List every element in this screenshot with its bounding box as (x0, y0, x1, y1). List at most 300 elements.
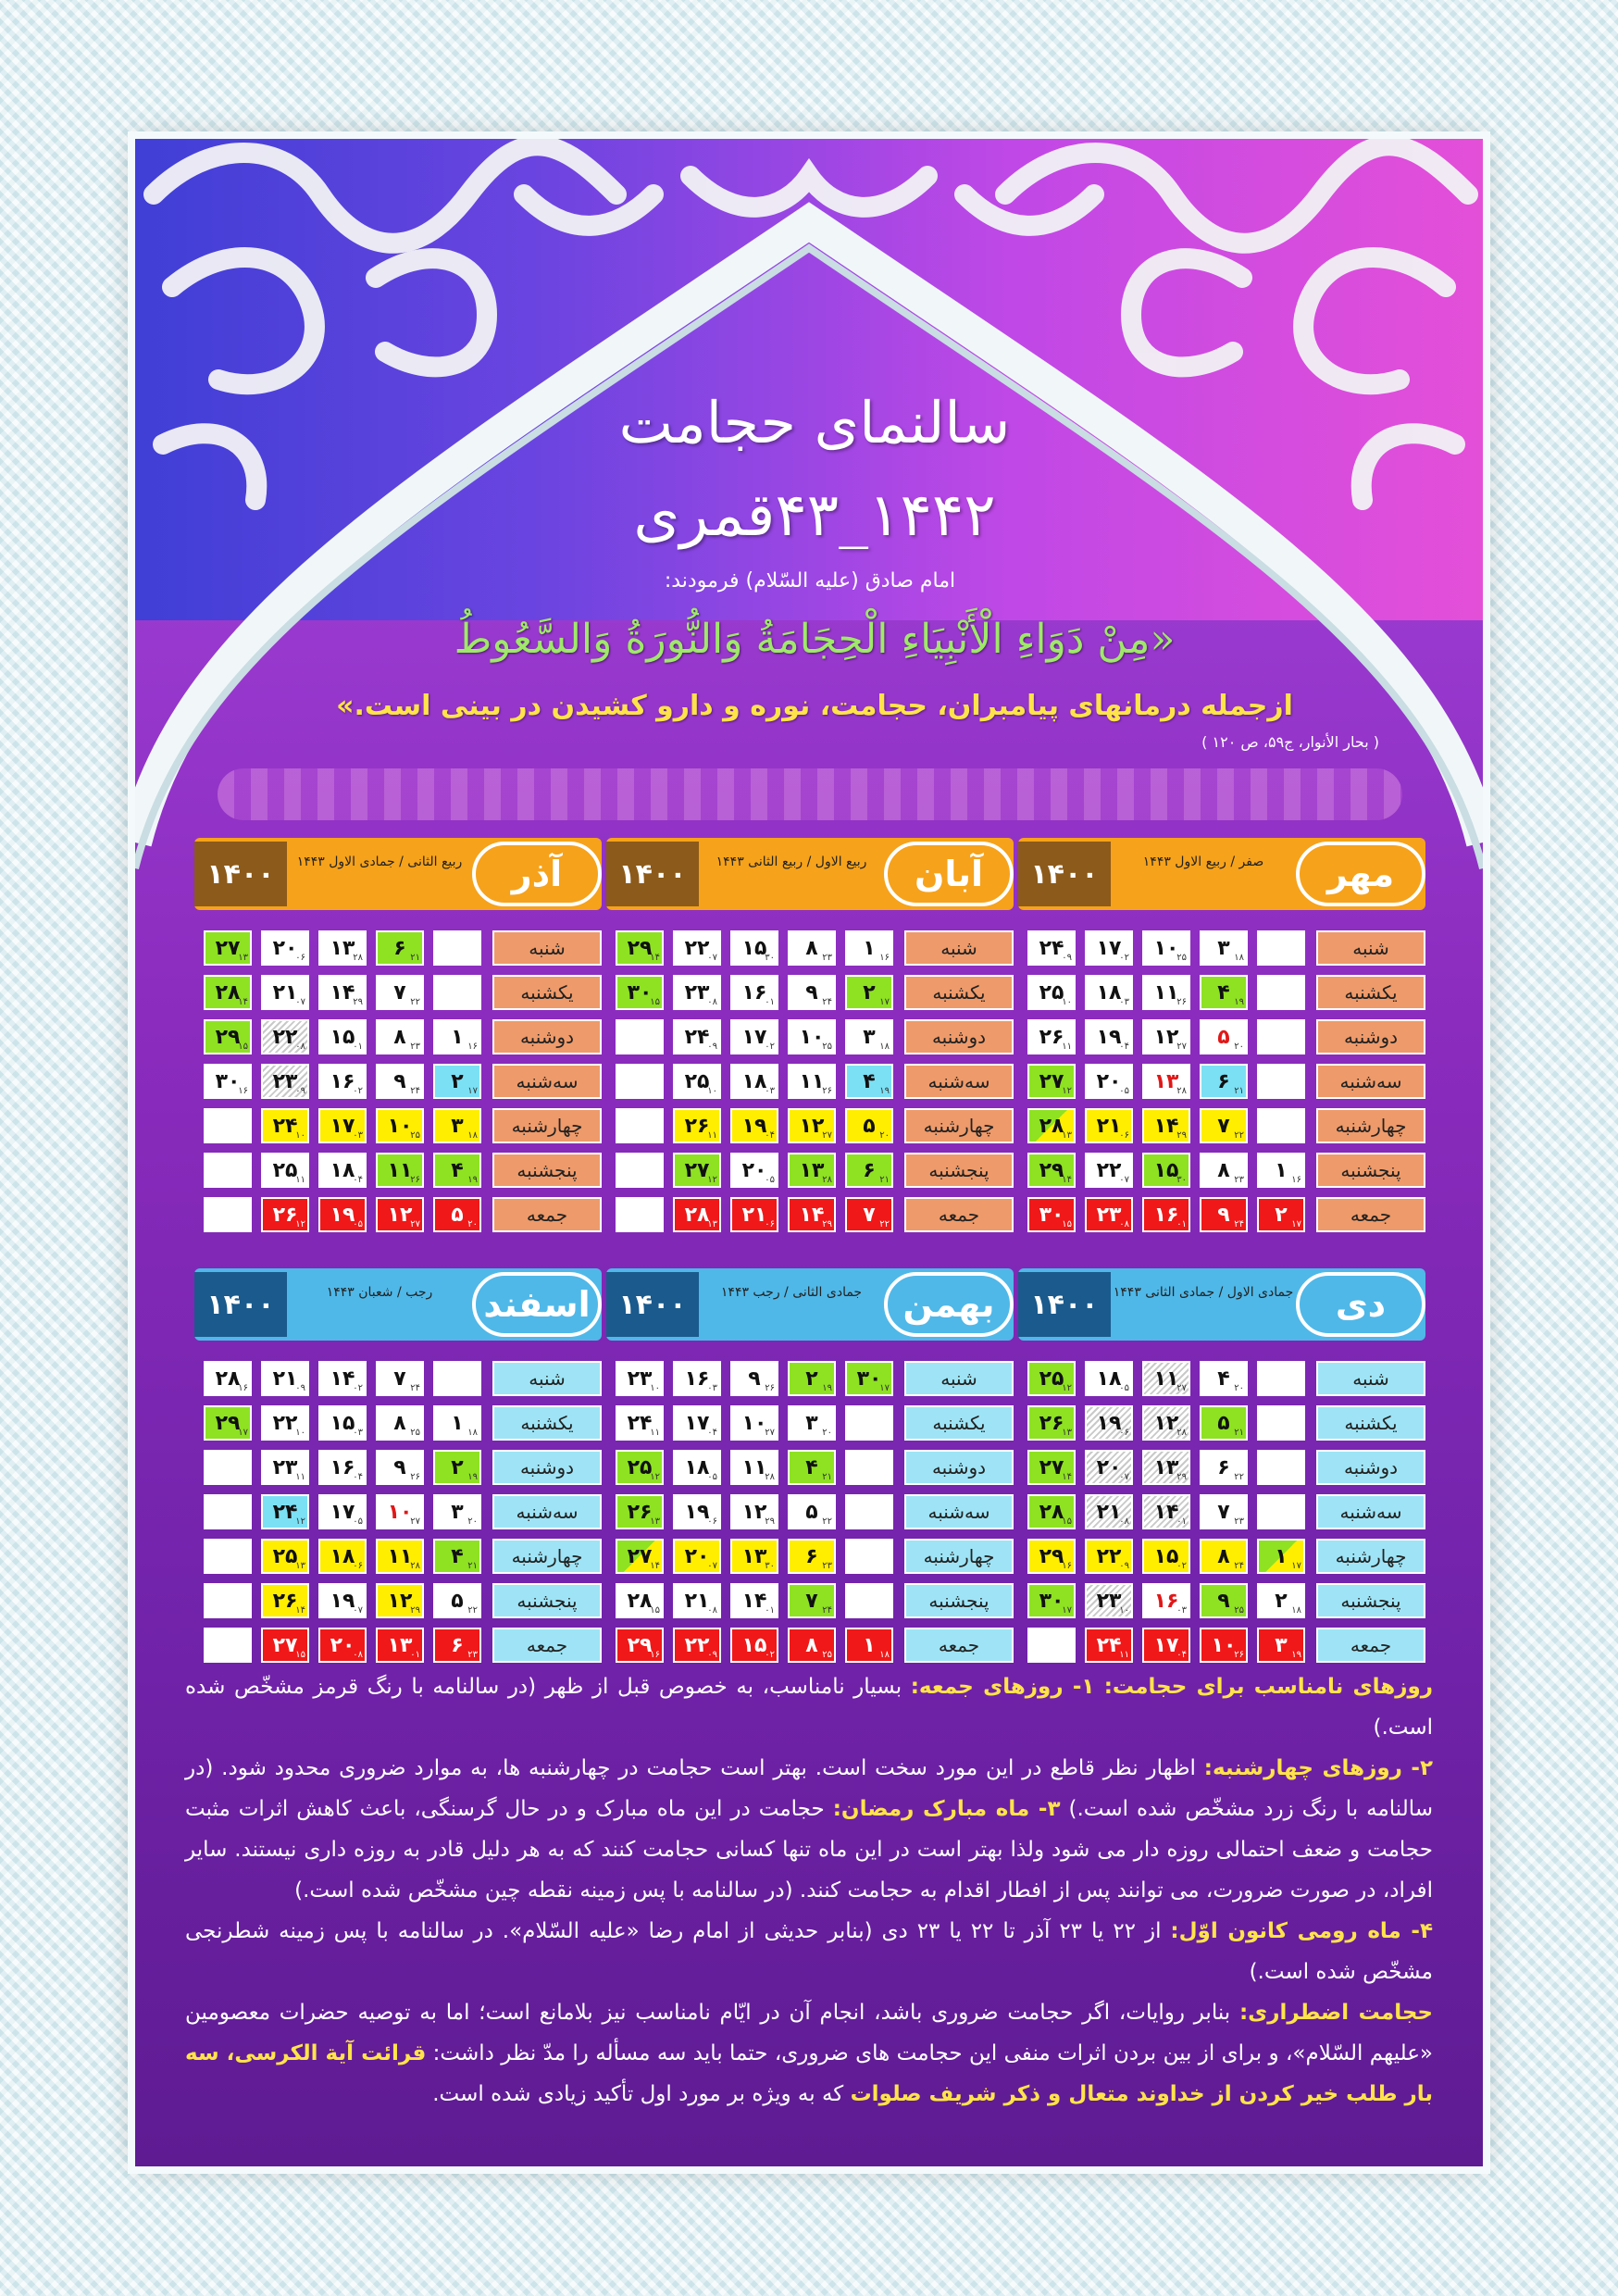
day-cell (788, 1583, 836, 1618)
lunar-day: ۱۲ (1062, 1383, 1072, 1393)
lunar-day: ۱۲ (707, 1175, 717, 1185)
week-row (606, 1361, 1014, 1398)
weekday-label: یکشنبه (1316, 1405, 1425, 1441)
lunar-day: ۲۴ (1234, 1561, 1244, 1571)
lunar-day: ۰۱ (353, 1042, 363, 1052)
lunar-day: ۲۷ (1176, 1383, 1187, 1393)
solar-day: ۷ (863, 1203, 876, 1227)
day-cell (730, 1019, 778, 1054)
day-cell (730, 975, 778, 1010)
lunar-day: ۲۹ (410, 1605, 420, 1616)
day-cell (1085, 1494, 1133, 1529)
lunar-day: ۰۳ (765, 1086, 775, 1096)
weekday-label: شنبه (904, 930, 1014, 966)
lunar-day: ۰۶ (765, 1219, 775, 1229)
day-cell (433, 1450, 481, 1485)
day-cell (788, 930, 836, 966)
lunar-day: ۲۲ (410, 997, 420, 1007)
day-cell (433, 1064, 481, 1099)
day-cell (318, 975, 367, 1010)
solar-day: ۲۵ (272, 1544, 298, 1568)
solar-day: ۱۳ (387, 1633, 413, 1657)
day-cell (204, 1197, 252, 1232)
solar-day: ۲۲ (684, 1633, 710, 1657)
solar-day: ۱۸ (741, 1069, 767, 1093)
day-cell (1257, 1361, 1305, 1396)
day-cell (1200, 930, 1248, 966)
note-ramadan-text: حجامت در این ماه مبارک و در حال گرسنگی، باعث کاهش اثرات مثبت حجامت و ضعف احتمالی روزه دار می شود ولذا بهتر است در این ماه تنها کسانی حجامت کنند که به هر دلیل قادر به روزه داری نیستند. سایر افراد، در صورت ضرورت، می توانند پس از افطار اقدام به حجامت کنند. (در سالنامه با پس زمینه نقطه چین مشخّص شده است.) (185, 1797, 1433, 1903)
week-row (606, 1583, 1014, 1620)
day-cell (204, 1019, 252, 1054)
solar-day: ۲۵ (272, 1158, 298, 1182)
solar-day: ۲۴ (1039, 936, 1064, 960)
day-cell (1200, 1361, 1248, 1396)
week-row (1018, 1539, 1425, 1576)
solar-day: ۱۷ (1096, 936, 1122, 960)
lunar-day: ۱۹ (467, 1175, 478, 1185)
solar-day: ۱۶ (1153, 1203, 1179, 1227)
solar-day: ۱۲ (799, 1114, 825, 1138)
month-header (606, 838, 1014, 910)
weekday-label: دوشنبه (904, 1450, 1014, 1485)
day-cell (1257, 930, 1305, 966)
solar-day: ۲۹ (1039, 1158, 1064, 1182)
solar-day: ۱۳ (1153, 1069, 1179, 1093)
day-cell (673, 975, 721, 1010)
lunar-day: ۲۷ (410, 1219, 420, 1229)
lunar-day: ۰۴ (1176, 1650, 1187, 1660)
day-cell (261, 1361, 309, 1396)
solar-day: ۱۵ (741, 936, 767, 960)
day-cell (1257, 1153, 1305, 1188)
lunar-day: ۱۰ (650, 1383, 660, 1393)
day-cell (673, 1153, 721, 1188)
note-kanun-text: از ۲۲ یا ۲۳ آذر تا ۲۲ یا ۲۳ دی (بنابر حدیثی از امام رضا «علیه السّلام». در سالنامه با پس زمینه شطرنجی مشخّص شده است.) (185, 1919, 1433, 1984)
solar-day: ۱۹ (330, 1203, 355, 1227)
lunar-day: ۰۷ (707, 953, 717, 963)
solar-day: ۵ (805, 1500, 818, 1524)
day-cell (1142, 1361, 1190, 1396)
solar-day: ۲ (451, 1069, 464, 1093)
day-cell (845, 1494, 893, 1529)
lunar-day: ۰۴ (765, 1130, 775, 1141)
month-year: ۱۴۰۰ (606, 842, 699, 906)
quote-intro: امام صادق (علیه السّلام) فرمودند: (664, 569, 956, 593)
day-cell (616, 975, 664, 1010)
day-cell (673, 1405, 721, 1441)
weekday-label: چهارشنبه (1316, 1539, 1425, 1574)
lunar-day: ۰۸ (707, 1605, 717, 1616)
solar-day: ۲۱ (272, 1366, 298, 1391)
solar-day: ۱ (1275, 1158, 1288, 1182)
solar-day: ۱۸ (684, 1455, 710, 1479)
lunar-day: ۱۰ (707, 1086, 717, 1096)
month-block (606, 838, 1014, 1254)
lunar-day: ۲۴ (822, 997, 832, 1007)
day-cell (616, 1064, 664, 1099)
lunar-day: ۲۸ (353, 953, 363, 963)
solar-day: ۳ (1275, 1633, 1288, 1657)
solar-day: ۱۹ (684, 1500, 710, 1524)
lunar-day: ۲۰ (1234, 1383, 1244, 1393)
solar-day: ۶ (1217, 1455, 1230, 1479)
lunar-day: ۰۲ (765, 1042, 775, 1052)
lunar-day: ۱۷ (238, 1428, 248, 1438)
weekday-label: شنبه (1316, 1361, 1425, 1396)
day-cell (1027, 930, 1076, 966)
month-header (194, 838, 602, 910)
day-cell (788, 1628, 836, 1663)
solar-day: ۲۰ (272, 936, 298, 960)
week-row (194, 1405, 602, 1442)
solar-day: ۲۴ (1096, 1633, 1122, 1657)
lunar-day: ۱۴ (295, 1605, 305, 1616)
day-cell (376, 1108, 424, 1143)
solar-day: ۲۷ (684, 1158, 710, 1182)
solar-day: ۲ (451, 1455, 464, 1479)
lunar-day: ۰۹ (295, 1086, 305, 1096)
solar-day: ۱۵ (741, 1633, 767, 1657)
day-cell (730, 1450, 778, 1485)
day-cell (1200, 1153, 1248, 1188)
lunar-day: ۲۱ (1234, 1086, 1244, 1096)
day-cell (204, 975, 252, 1010)
lunar-day: ۰۸ (1119, 1516, 1129, 1527)
month-name: آذر (472, 842, 602, 906)
lunar-day: ۰۶ (295, 953, 305, 963)
day-cell (845, 1628, 893, 1663)
weekday-label: پنجشنبه (492, 1583, 602, 1618)
weekday-label: شنبه (492, 1361, 602, 1396)
month-year: ۱۴۰۰ (1018, 842, 1111, 906)
lunar-day: ۰۹ (707, 1042, 717, 1052)
day-cell (433, 1361, 481, 1396)
solar-day: ۱۹ (741, 1114, 767, 1138)
solar-day: ۶ (451, 1633, 464, 1657)
lunar-day: ۱۶ (650, 1650, 660, 1660)
lunar-day: ۲۹ (353, 997, 363, 1007)
lunar-day: ۲۱ (1234, 1428, 1244, 1438)
month-block (194, 838, 602, 1254)
ornament-band (218, 768, 1402, 820)
day-cell (616, 1539, 664, 1574)
solar-day: ۲۹ (627, 1633, 653, 1657)
lunar-day: ۰۱ (1176, 1219, 1187, 1229)
lunar-day: ۱۳ (295, 1561, 305, 1571)
lunar-day: ۰۱ (765, 1605, 775, 1616)
week-row (606, 1405, 1014, 1442)
notes-section (185, 1666, 1433, 2115)
day-cell (1257, 1494, 1305, 1529)
solar-day: ۱۱ (1153, 1366, 1179, 1391)
lunar-months-label: رجب / شعبان ۱۴۴۳ (326, 1285, 433, 1300)
lunar-day: ۱۷ (879, 997, 890, 1007)
solar-day: ۴ (863, 1069, 876, 1093)
solar-day: ۸ (1217, 1544, 1230, 1568)
day-cell (204, 1064, 252, 1099)
day-cell (730, 1494, 778, 1529)
solar-day: ۳۰ (215, 1069, 241, 1093)
lunar-day: ۱۸ (1291, 1605, 1301, 1616)
solar-day: ۲۳ (1096, 1203, 1122, 1227)
lunar-day: ۰۹ (1119, 1561, 1129, 1571)
solar-day: ۳ (805, 1411, 818, 1435)
day-cell (1085, 930, 1133, 966)
solar-day: ۲۶ (684, 1114, 710, 1138)
solar-day: ۲۶ (1039, 1411, 1064, 1435)
day-cell (376, 975, 424, 1010)
week-row (194, 1108, 602, 1145)
lunar-day: ۲۰ (822, 1428, 832, 1438)
day-cell (788, 1494, 836, 1529)
solar-day: ۱۷ (330, 1500, 355, 1524)
solar-day: ۱۶ (330, 1069, 355, 1093)
day-cell (204, 1361, 252, 1396)
solar-day: ۷ (393, 980, 406, 1004)
lunar-day: ۱۹ (467, 1472, 478, 1482)
lunar-day: ۰۸ (1119, 1219, 1129, 1229)
solar-day: ۲۳ (272, 1455, 298, 1479)
day-cell (204, 1494, 252, 1529)
day-cell (1200, 1450, 1248, 1485)
week-row (1018, 1153, 1425, 1190)
solar-day: ۲۴ (684, 1025, 710, 1049)
solar-day: ۱۶ (684, 1366, 710, 1391)
day-cell (433, 1628, 481, 1663)
day-cell (845, 930, 893, 966)
solar-day: ۹ (1217, 1589, 1230, 1613)
lunar-day: ۲۲ (1234, 1472, 1244, 1482)
month-name: آبان (884, 842, 1014, 906)
solar-day: ۱۵ (330, 1025, 355, 1049)
solar-day: ۱۶ (330, 1455, 355, 1479)
day-cell (616, 1361, 664, 1396)
month-header (194, 1268, 602, 1341)
solar-day: ۲ (863, 980, 876, 1004)
month-year: ۱۴۰۰ (194, 842, 287, 906)
lunar-day: ۱۸ (879, 1650, 890, 1660)
day-cell (1027, 1019, 1076, 1054)
solar-day: ۲۰ (330, 1633, 355, 1657)
day-cell (1200, 1197, 1248, 1232)
solar-day: ۲۴ (272, 1500, 298, 1524)
day-cell (616, 1153, 664, 1188)
lunar-day: ۲۷ (822, 1130, 832, 1141)
day-cell (616, 1019, 664, 1054)
weekday-label: سه‌شنبه (492, 1064, 602, 1099)
day-cell (845, 1108, 893, 1143)
day-cell (1200, 1494, 1248, 1529)
solar-day: ۱۱ (1153, 980, 1179, 1004)
day-cell (673, 1108, 721, 1143)
lunar-day: ۲۹ (822, 1219, 832, 1229)
week-row (606, 1628, 1014, 1665)
solar-day: ۷ (393, 1366, 406, 1391)
weekday-label: سه‌شنبه (492, 1494, 602, 1529)
day-cell (204, 1539, 252, 1574)
lunar-day: ۱۷ (1062, 1605, 1072, 1616)
lunar-day: ۱۷ (879, 1383, 890, 1393)
solar-day: ۲۸ (627, 1589, 653, 1613)
solar-day: ۱۱ (387, 1158, 413, 1182)
month-name: دی (1296, 1272, 1425, 1337)
solar-day: ۱۳ (741, 1544, 767, 1568)
day-cell (1027, 1064, 1076, 1099)
day-cell (261, 1583, 309, 1618)
lunar-months-label: صفر / ربیع الاول ۱۴۴۳ (1142, 855, 1264, 869)
lunar-day: ۲۴ (822, 1605, 832, 1616)
lunar-day: ۲۳ (1234, 1175, 1244, 1185)
day-cell (1085, 1583, 1133, 1618)
solar-day: ۲۹ (627, 936, 653, 960)
lunar-day: ۱۰ (295, 1428, 305, 1438)
note-wednesday-text: اظهار نظر قاطع در این مورد سخت است. بهتر است حجامت در چهارشنبه ها، به موارد ضروری محدود شود. (در سالنامه با رنگ زرد مشخّص شده است.) (185, 1756, 1434, 1821)
week-row (606, 1197, 1014, 1234)
lunar-day: ۰۵ (353, 1516, 363, 1527)
day-cell (788, 1539, 836, 1574)
solar-day: ۲۵ (1039, 1366, 1064, 1391)
day-cell (1257, 1197, 1305, 1232)
lunar-day: ۱۵ (295, 1650, 305, 1660)
day-cell (318, 1019, 367, 1054)
day-cell (1257, 1019, 1305, 1054)
solar-day: ۶ (1217, 1069, 1230, 1093)
day-cell (1257, 1628, 1305, 1663)
day-cell (1200, 1405, 1248, 1441)
lunar-day: ۲۴ (1234, 1219, 1244, 1229)
weekday-label: جمعه (492, 1628, 602, 1663)
day-cell (1200, 1064, 1248, 1099)
week-row (606, 1450, 1014, 1487)
day-cell (1142, 1108, 1190, 1143)
day-cell (788, 1405, 836, 1441)
day-cell (204, 1628, 252, 1663)
lunar-day: ۰۴ (707, 1428, 717, 1438)
day-cell (433, 1405, 481, 1441)
weekday-label: سه‌شنبه (904, 1064, 1014, 1099)
lunar-day: ۱۱ (295, 1175, 305, 1185)
lunar-day: ۲۷ (1176, 1042, 1187, 1052)
weekday-label: پنجشنبه (1316, 1583, 1425, 1618)
lunar-day: ۰۳ (353, 1428, 363, 1438)
solar-day: ۲۳ (684, 980, 710, 1004)
solar-day: ۱۹ (1096, 1411, 1122, 1435)
solar-day: ۲۶ (1039, 1025, 1064, 1049)
day-cell (376, 930, 424, 966)
month-year: ۱۴۰۰ (606, 1272, 699, 1337)
solar-day: ۱ (451, 1025, 464, 1049)
lunar-day: ۱۳ (1062, 1130, 1072, 1141)
lunar-day: ۱۰ (1062, 997, 1072, 1007)
day-cell (845, 1539, 893, 1574)
day-cell (845, 1583, 893, 1618)
solar-day: ۳۰ (1039, 1203, 1064, 1227)
lunar-day: ۲۴ (410, 1086, 420, 1096)
day-cell (730, 1197, 778, 1232)
lunar-day: ۰۸ (353, 1650, 363, 1660)
solar-day: ۲۴ (272, 1114, 298, 1138)
day-cell (376, 1153, 424, 1188)
day-cell (673, 930, 721, 966)
solar-day: ۱۰ (387, 1114, 413, 1138)
lunar-day: ۲۰ (467, 1219, 478, 1229)
day-cell (845, 1405, 893, 1441)
solar-day: ۱۱ (387, 1544, 413, 1568)
day-cell (318, 1450, 367, 1485)
lunar-day: ۲۵ (822, 1042, 832, 1052)
day-cell (204, 1450, 252, 1485)
solar-day: ۳ (1217, 936, 1230, 960)
day-cell (845, 1019, 893, 1054)
solar-day: ۱۲ (741, 1500, 767, 1524)
solar-day: ۱۸ (1096, 1366, 1122, 1391)
day-cell (261, 1019, 309, 1054)
weekday-label: پنجشنبه (1316, 1153, 1425, 1188)
lunar-day: ۲۶ (1234, 1650, 1244, 1660)
solar-day: ۲۹ (215, 1411, 241, 1435)
lunar-day: ۱۷ (1291, 1219, 1301, 1229)
lunar-day: ۱۹ (1234, 997, 1244, 1007)
solar-day: ۱۴ (330, 980, 355, 1004)
lunar-day: ۱۶ (238, 1086, 248, 1096)
lunar-day: ۰۸ (295, 1042, 305, 1052)
solar-day: ۲۲ (1096, 1158, 1122, 1182)
lunar-day: ۱۱ (1119, 1650, 1129, 1660)
solar-day: ۳۰ (627, 980, 653, 1004)
solar-day: ۱ (451, 1411, 464, 1435)
week-row (1018, 1450, 1425, 1487)
lunar-day: ۱۲ (295, 1219, 305, 1229)
day-cell (433, 1153, 481, 1188)
day-cell (204, 1405, 252, 1441)
day-cell (376, 1628, 424, 1663)
lunar-day: ۲۰ (879, 1130, 890, 1141)
lunar-day: ۱۵ (238, 1042, 248, 1052)
note-emergency-highlight: قرائت آیة الکرسی، سه بار طلب خیر کردن از خداوند متعال و ذکر شریف صلوات (185, 2041, 1433, 2106)
day-cell (673, 1361, 721, 1396)
note-ramadan-label: ۳- ماه مبارک رمضان: (832, 1797, 1061, 1821)
day-cell (1085, 1019, 1133, 1054)
day-cell (1257, 1108, 1305, 1143)
lunar-day: ۲۱ (879, 1175, 890, 1185)
day-cell (1200, 1628, 1248, 1663)
lunar-day: ۱۱ (650, 1428, 660, 1438)
week-row (1018, 1064, 1425, 1101)
week-row (606, 1019, 1014, 1056)
solar-day: ۱۰ (741, 1411, 767, 1435)
solar-day: ۱۳ (1153, 1455, 1179, 1479)
solar-day: ۹ (805, 980, 818, 1004)
solar-day: ۵ (451, 1589, 464, 1613)
lunar-day: ۲۲ (1234, 1130, 1244, 1141)
lunar-day: ۲۵ (1234, 1605, 1244, 1616)
day-cell (1142, 1197, 1190, 1232)
lunar-day: ۲۲ (467, 1605, 478, 1616)
week-row (1018, 1108, 1425, 1145)
month-header (1018, 838, 1425, 910)
lunar-day: ۲۶ (1176, 997, 1187, 1007)
day-cell (1257, 1064, 1305, 1099)
lunar-day: ۳۰ (765, 953, 775, 963)
lunar-day: ۱۹ (1291, 1650, 1301, 1660)
day-cell (1027, 1108, 1076, 1143)
month-name: اسفند (472, 1272, 602, 1337)
week-row (606, 930, 1014, 967)
day-cell (845, 1361, 893, 1396)
weekday-label: چهارشنبه (1316, 1108, 1425, 1143)
day-cell (616, 1197, 664, 1232)
note-emergency-text: بنابر روایات، اگر حجامت ضروری باشد، انجام آن در ایّام نامناسب نیز بلامانع است؛ اما به توصیه حضرات معصومین «علیهم السّلام»، و برای از بین بردن اثرات منفی این حجامت های ضروری، حتما باید سه مسأله را مدّ نظر داشت: (185, 2001, 1433, 2065)
